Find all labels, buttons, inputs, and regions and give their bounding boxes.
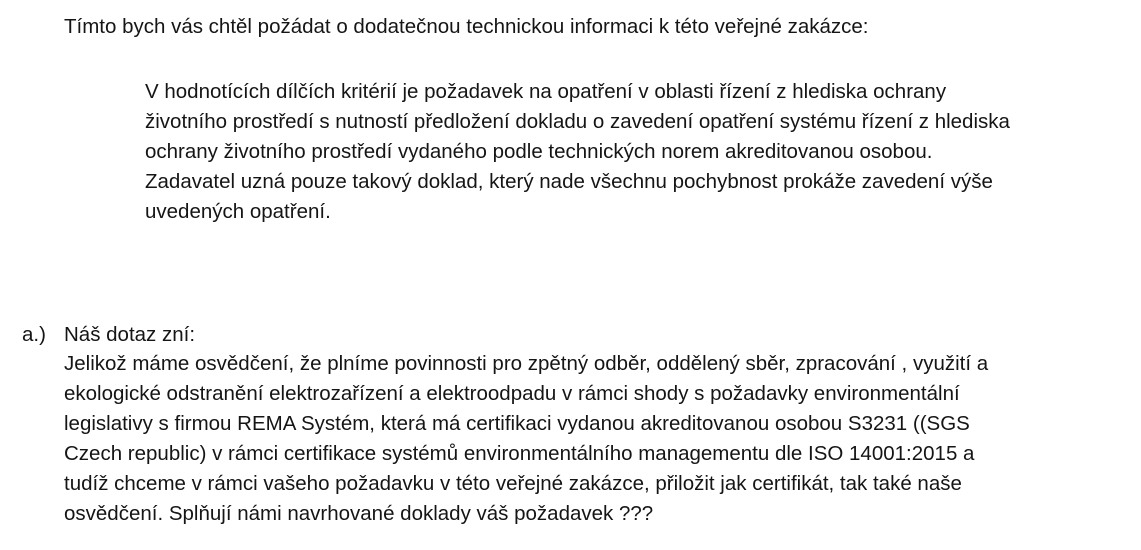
question-line: ekologické odstranění elektrozařízení a elektroodpadu v rámci shody s požadavky environmentální	[64, 382, 960, 405]
quote-line: V hodnotících dílčích kritérií je požadavek na opatření v oblasti řízení z hlediska ochrany	[145, 80, 947, 103]
question-line: legislativy s firmou REMA Systém, která má certifikaci vydanou akreditovanou osobou S3231 ((SGS	[64, 412, 970, 435]
quote-line: Zadavatel uzná pouze takový doklad, který nade všechnu pochybnost prokáže zavedení výše	[145, 170, 993, 193]
question-title: Náš dotaz zní:	[64, 323, 196, 346]
quote-line: životního prostředí s nutností předložení dokladu o zavedení opatření systému řízení z hlediska	[145, 110, 1010, 133]
quote-line: ochrany životního prostředí vydaného podle technických norem akreditovanou osobou.	[145, 140, 933, 163]
question-line: tudíž chceme v rámci vašeho požadavku v této veřejné zakázce, přiložit jak certifikát, tak také naše	[64, 472, 962, 495]
question-line: osvědčení. Splňují námi navrhované doklady váš požadavek ???	[64, 502, 654, 525]
question-line: Czech republic) v rámci certifikace systémů environmentálního managementu dle ISO 14001:2015 a	[64, 442, 975, 465]
question-body	[64, 349, 988, 529]
question-line: Jelikož máme osvědčení, že plníme povinnosti pro zpětný odběr, oddělený sběr, zpracování , využití a	[64, 352, 989, 375]
quote-line: uvedených opatření.	[145, 200, 331, 223]
quoted-requirement	[145, 77, 1010, 227]
question-label: a.)	[22, 323, 46, 346]
intro-paragraph: Tímto bych vás chtěl požádat o dodatečnou technickou informaci k této veřejné zakázce:	[64, 15, 869, 38]
